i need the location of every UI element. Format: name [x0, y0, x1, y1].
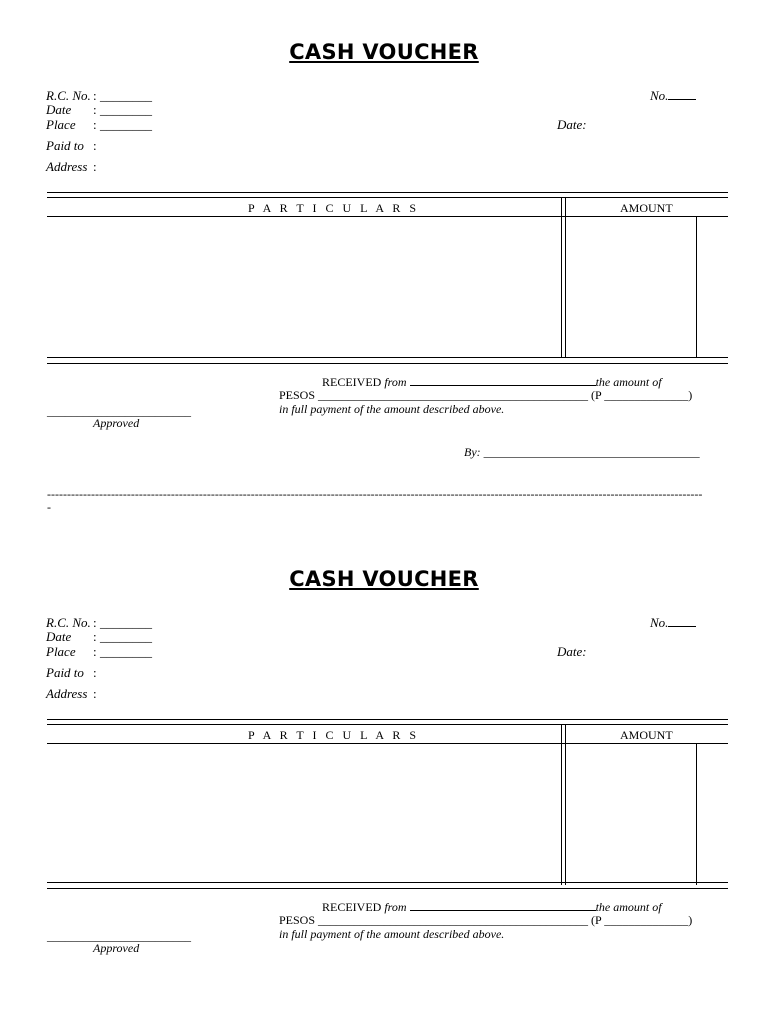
table-divider-right: [565, 197, 566, 358]
table-bottom-rule-2: [47, 363, 728, 364]
address-colon: :: [93, 686, 97, 701]
amount-field[interactable]: ______________): [604, 913, 693, 927]
by-line: By: ____________________________________: [464, 445, 700, 459]
received-line: RECEIVED from the amount of: [322, 375, 662, 389]
rc-no-label: R.C. No.: [46, 615, 91, 630]
table-bottom-rule-2: [47, 888, 728, 889]
paid-to-label: Paid to: [46, 138, 84, 153]
amount-field[interactable]: ______________): [604, 388, 693, 402]
voucher-no-label: No.: [650, 615, 696, 631]
date-label: Date: [46, 102, 72, 117]
date-field[interactable]: ________: [100, 629, 152, 644]
place-colon: :: [93, 117, 97, 132]
right-date-label: Date:: [557, 117, 587, 132]
table-top-rule: [47, 719, 728, 720]
table-header-rule: [47, 216, 728, 217]
voucher-no-field[interactable]: [668, 615, 696, 627]
place-field[interactable]: ________: [100, 644, 152, 659]
table-header-rule: [47, 743, 728, 744]
received-line: RECEIVED from the amount of: [322, 900, 662, 914]
table-bottom-rule: [47, 882, 728, 883]
by-signature-field[interactable]: ____________________________________: [483, 445, 700, 459]
cut-separator: --------------------------------------------------------------------------------------------------------------------------------------------------------------------: [47, 487, 703, 501]
voucher-no-field[interactable]: [668, 88, 696, 100]
address-colon: :: [93, 159, 97, 174]
voucher-no-label: No.: [650, 88, 696, 104]
paid-to-colon: :: [93, 138, 97, 153]
table-bottom-rule: [47, 357, 728, 358]
paid-to-colon: :: [93, 665, 97, 680]
table-divider-left: [561, 724, 562, 885]
amount-header: AMOUNT: [620, 201, 673, 215]
table-divider-left: [561, 197, 562, 358]
place-label: Place: [46, 644, 76, 659]
pesos-line: PESOS _____________________________________________ (P ______________): [279, 913, 693, 927]
received-from-field[interactable]: [410, 899, 596, 911]
table-top-rule: [47, 192, 728, 193]
table-divider-right: [565, 724, 566, 885]
full-payment-text: in full payment of the amount described above.: [279, 402, 505, 416]
approved-signature-line[interactable]: ________________________: [47, 929, 191, 943]
voucher-title: CASH VOUCHER: [289, 567, 479, 591]
particulars-header: P A R T I C U L A R S: [248, 201, 420, 215]
rc-no-colon: :: [93, 88, 97, 103]
place-colon: :: [93, 644, 97, 659]
date-colon: :: [93, 629, 97, 644]
cut-separator-tail: -: [47, 500, 51, 514]
date-colon: :: [93, 102, 97, 117]
rc-no-colon: :: [93, 615, 97, 630]
cash-voucher-1: [0, 0, 768, 459]
cash-voucher-2: [0, 527, 768, 967]
rc-no-label: R.C. No.: [46, 88, 91, 103]
place-label: Place: [46, 117, 76, 132]
pesos-field[interactable]: _____________________________________________: [318, 913, 589, 927]
full-payment-text: in full payment of the amount described above.: [279, 927, 505, 941]
date-field[interactable]: ________: [100, 102, 152, 117]
table-top-rule-2: [47, 197, 728, 198]
approved-label: Approved: [93, 416, 140, 430]
table-top-rule-2: [47, 724, 728, 725]
amount-cents-divider: [696, 743, 697, 885]
approved-signature-line[interactable]: ________________________: [47, 404, 191, 418]
rc-no-field[interactable]: ________: [100, 615, 152, 630]
approved-label: Approved: [93, 941, 140, 955]
right-date-label: Date:: [557, 644, 587, 659]
address-label: Address: [46, 159, 88, 174]
particulars-header: P A R T I C U L A R S: [248, 728, 420, 742]
amount-header: AMOUNT: [620, 728, 673, 742]
voucher-title: CASH VOUCHER: [289, 40, 479, 64]
amount-cents-divider: [696, 216, 697, 358]
date-label: Date: [46, 629, 72, 644]
rc-no-field[interactable]: ________: [100, 88, 152, 103]
address-label: Address: [46, 686, 88, 701]
pesos-field[interactable]: _____________________________________________: [318, 388, 589, 402]
pesos-line: PESOS _____________________________________________ (P ______________): [279, 388, 693, 402]
received-from-field[interactable]: [410, 374, 596, 386]
place-field[interactable]: ________: [100, 117, 152, 132]
paid-to-label: Paid to: [46, 665, 84, 680]
